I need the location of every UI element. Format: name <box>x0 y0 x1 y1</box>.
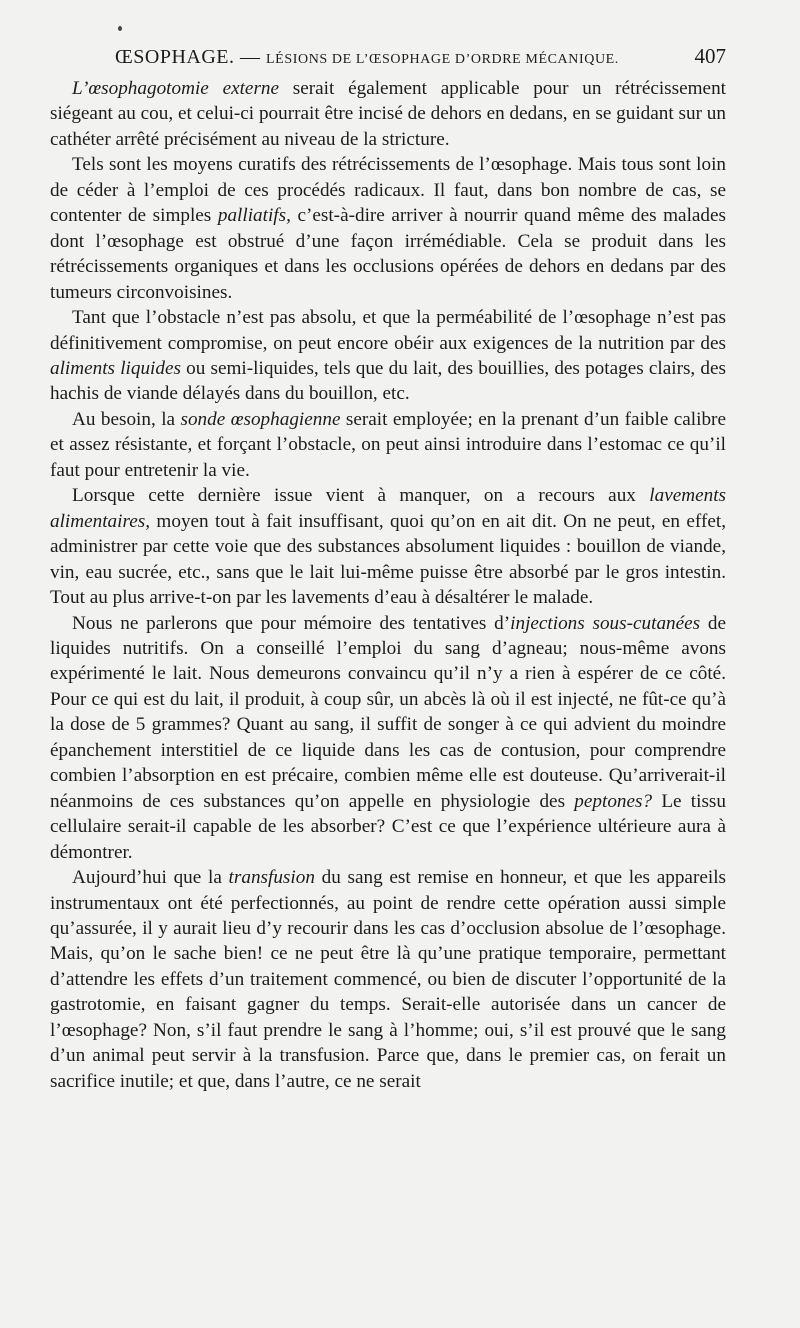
text-run: Tant que l’obstacle n’est pas absolu, et que la perméabilité de l’œsophage n’est pas définitivement compromise, on peut encore obéir aux exigences de la nutrition par des <box>50 307 726 354</box>
text-run: Aujourd’hui que la <box>72 867 229 889</box>
italic-text: palliatifs, <box>217 205 291 227</box>
paragraph <box>50 152 726 305</box>
body-text <box>50 76 726 1094</box>
text-run: du sang est remise en honneur, et que les appareils instrumentaux ont été perfectionnés, au point de rendre cette opération aussi simple qu’assurée, il y aurait lieu d’y recourir dans les cas d’occlusion absolue de l’œsophage. Mais, qu’on le sache bien! ce ne peut être là qu’une pratique temporaire, permettant d’attendre les effets d’un traitement commencé, ou bien de discuter l’opportunité de la gastrotomie, en faisant gagner du temps. Serait-elle autorisée dans un cancer de l’œsophage? Non, s’il faut prendre le sang à l’homme; oui, s’il est prouvé que le sang d’un animal peut servir à la transfusion. Parce que, dans le premier cas, on ferait un sacrifice inutile; et que, dans l’autre, ce ne serait <box>50 867 726 1092</box>
italic-text: injections sous-cutanées <box>510 612 701 634</box>
text-run: moyen tout à fait insuffisant, quoi qu’on en ait dit. On ne peut, en effet, administrer par cette voie que des substances absolument liquides : bouillon de viande, vin, eau sucrée, etc., sans que le lait lui-même puisse être absorbé par le gros intestin. Tout au plus arrive-t-on par les lavements d’eau à désaltérer le malade. <box>50 510 726 609</box>
text-run: c’est-à-dire arriver à nourrir quand même des malades dont l’œsophage est obstrué d’une façon irrémédiable. Cela se produit dans les rétrécissements organiques et dans les occlusions opérées de dehors en dedans par des tumeurs circonvoisines. <box>50 205 726 303</box>
header-separator: — <box>240 46 261 68</box>
paragraph <box>50 76 726 152</box>
text-run: de liquides nutritifs. On a conseillé l’emploi du sang d’agneau; nous-même avons expérimenté le lait. Nous demeurons convaincu qu’il n’y a rien à espérer de ce côté. Pour ce qui est du lait, il produit, à coup sûr, un abcès là où il est injecté, ne fût-ce qu’à la dose de 5 grammes? Quant au sang, il suffit de songer à ce qui advient du moindre épanchement interstitiel de ce liquide dans les cas de contusion, pour comprendre combien l’absorption en est précaire, combien même elle est douteuse. Qu’arriverait-il néanmoins de ces substances qu’on appelle en physiologie des <box>50 612 726 812</box>
italic-text: transfusion <box>228 867 315 889</box>
text-run: serait également applicable pour un rétrécissement siégeant au cou, et celui-ci pourrait être incisé de dehors en dedans, en se guidant sur un cathéter arrêté précisément au niveau de la stricture. <box>50 78 726 150</box>
text-run: Nous ne parlerons que pour mémoire des tentatives d’ <box>72 612 511 634</box>
italic-text: peptones? <box>574 790 653 812</box>
text-run: Lorsque cette dernière issue vient à manquer, on a recours aux <box>72 485 650 507</box>
text-run: serait employée; en la prenant d’un faible calibre et assez résistante, et forçant l’obstacle, on peut ainsi introduire dans l’estomac ce qu’il faut pour entretenir la vie. <box>50 408 726 481</box>
italic-text: sonde œsophagienne <box>180 408 341 430</box>
italic-text: L’œsophagotomie externe <box>72 78 280 99</box>
text-run: Le tissu cellulaire serait-il capable de les absorber? C’est ce que l’expérience ultérieure aura à démontrer. <box>50 790 726 863</box>
text-run: Tels sont les moyens curatifs des rétrécissements de l’œsophage. Mais tous sont loin de céder à l’emploi de ces procédés radicaux. Il faut, dans bon nombre de cas, se contenter de simples <box>50 154 726 227</box>
paragraph <box>50 865 726 1094</box>
text-run: ou semi-liquides, tels que du lait, des bouillies, des potages clairs, des hachis de viande délayés dans du bouillon, etc. <box>50 357 726 405</box>
paragraph <box>50 305 726 407</box>
header-subtitle: LÉSIONS DE L’ŒSOPHAGE D’ORDRE MÉCANIQUE. <box>266 52 619 67</box>
page-number: 407 <box>694 44 726 68</box>
ink-speck <box>118 26 122 31</box>
paragraph <box>50 407 726 483</box>
running-header <box>50 44 726 74</box>
text-run: Au besoin, la <box>72 408 181 430</box>
header-title: ŒSOPHAGE. <box>115 46 235 68</box>
italic-text: lavements alimentaires, <box>50 485 726 532</box>
running-head-title <box>115 46 619 69</box>
paragraph <box>50 611 726 866</box>
paragraph <box>50 483 726 610</box>
italic-text: aliments liquides <box>50 357 181 379</box>
